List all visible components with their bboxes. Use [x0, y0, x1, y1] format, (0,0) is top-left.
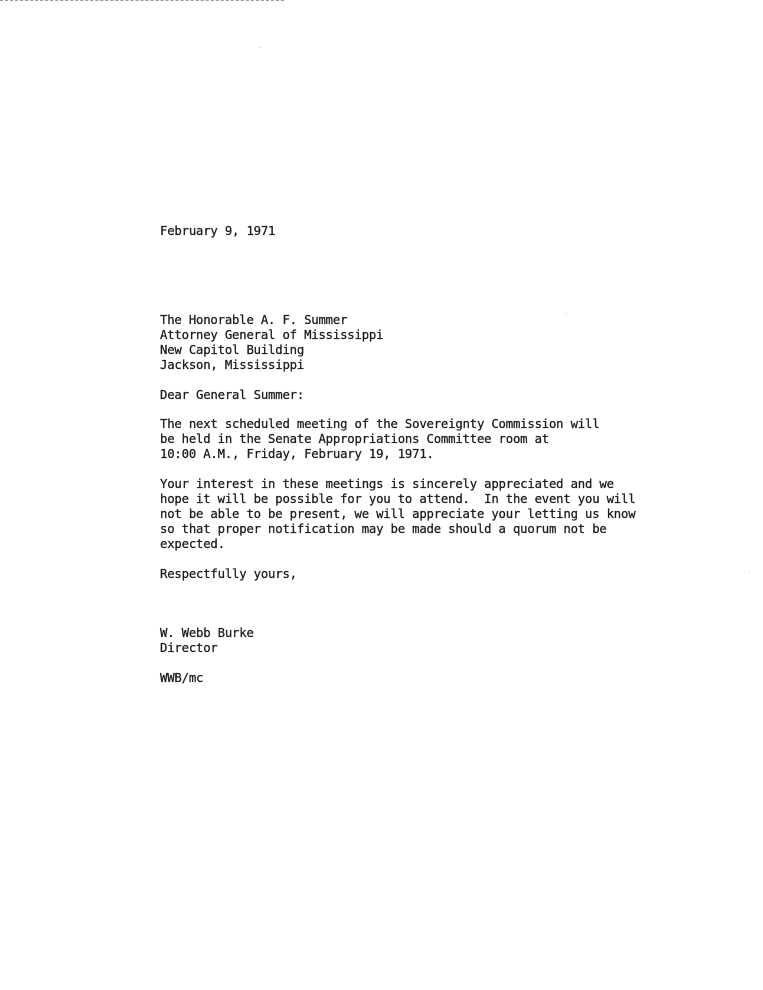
paragraph-2-line: expected.	[160, 537, 225, 551]
paragraph-2-line: not be able to be present, we will appreciate your letting us know	[160, 507, 636, 521]
paragraph-1-line: The next scheduled meeting of the Sovereignty Commission will	[160, 417, 600, 431]
closing: Respectfully yours,	[160, 567, 297, 581]
signer-title: Director	[160, 641, 218, 655]
paragraph-2-line: so that proper notification may be made should a quorum not be	[160, 522, 607, 536]
paragraph-2-line: hope it will be possible for you to attend. In the event you will	[160, 492, 636, 506]
reference-initials: WWB/mc	[160, 671, 204, 685]
top-dashed-rule	[0, 0, 284, 1]
address-line-city: Jackson, Mississippi	[160, 358, 305, 372]
address-line-building: New Capitol Building	[160, 343, 305, 357]
address-line-name: The Honorable A. F. Summer	[160, 313, 348, 327]
scan-speck	[566, 313, 567, 314]
address-line-title: Attorney General of Mississippi	[160, 328, 384, 342]
salutation: Dear General Summer:	[160, 388, 305, 402]
letter-date: February 9, 1971	[160, 224, 276, 238]
scan-speck	[259, 47, 260, 48]
signer-name: W. Webb Burke	[160, 626, 254, 640]
paragraph-2-line: Your interest in these meetings is sincerely appreciated and we	[160, 477, 614, 491]
paragraph-1-line: 10:00 A.M., Friday, February 19, 1971.	[160, 447, 434, 461]
scan-speck	[749, 571, 750, 572]
paragraph-1-line: be held in the Senate Appropriations Committee room at	[160, 432, 549, 446]
